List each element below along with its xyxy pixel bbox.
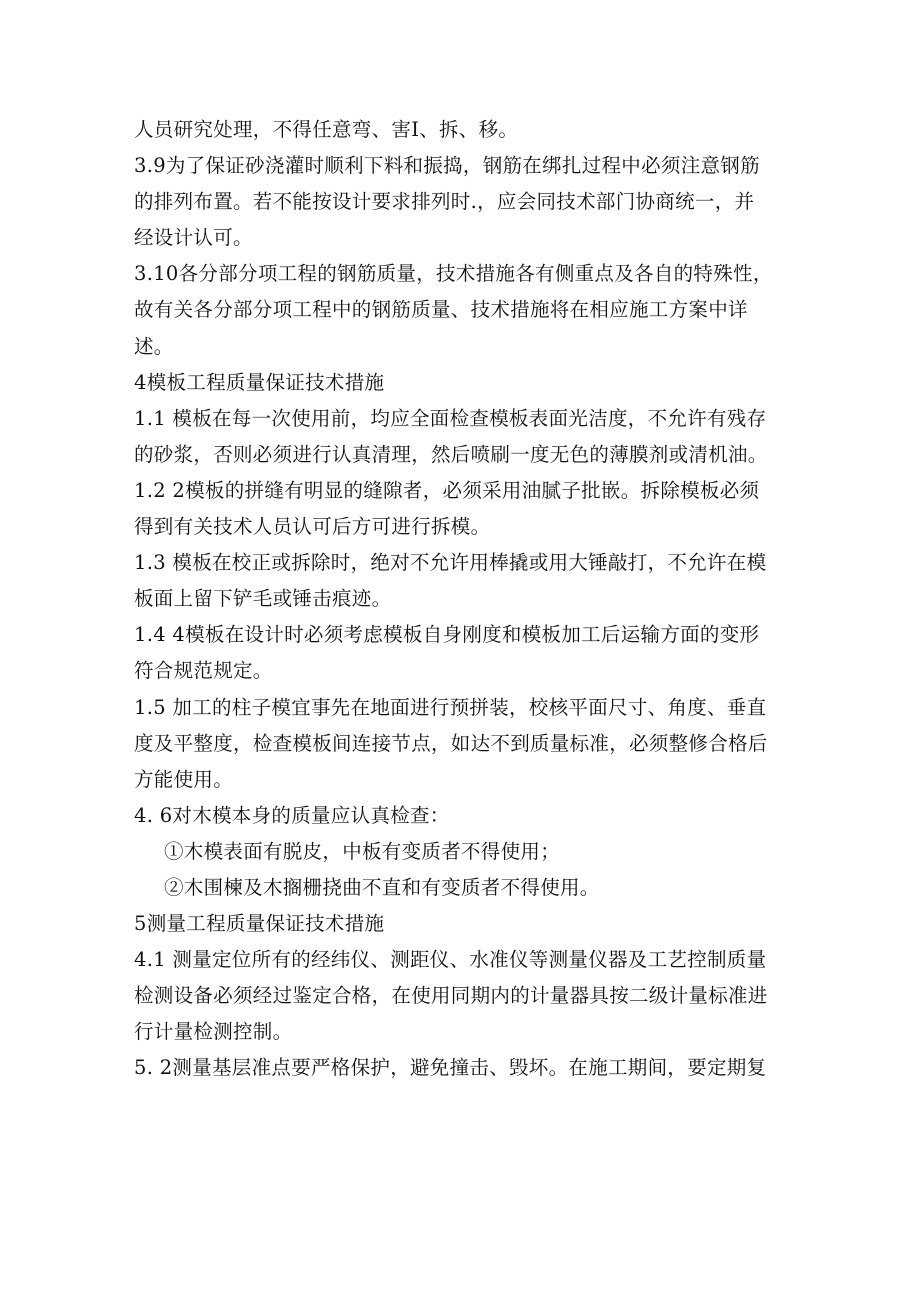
text-line: 1.2 2模板的拼缝有明显的缝隙者，必须采用油腻子批嵌。拆除模板必须 bbox=[134, 478, 760, 502]
text-line: 经设计认可。 bbox=[134, 226, 253, 250]
text-line: 3.9为了保证砂浇灌时顺利下料和振捣，钢筋在绑扎过程中必须注意钢筋 bbox=[134, 154, 760, 178]
text-line: 故有关各分部分项工程中的钢筋质量、技术措施将在相应施工方案中详 bbox=[134, 298, 748, 322]
text-line: 行计量检测控制。 bbox=[134, 1020, 293, 1044]
text-line: 板面上留下铲毛或锤击痕迹。 bbox=[134, 587, 392, 611]
text-line: 述。 bbox=[134, 334, 174, 358]
text-line: 方能使用。 bbox=[134, 767, 234, 791]
text-line: 的排列布置。若不能按设计要求排列时.，应会同技术部门协商统一，并 bbox=[134, 190, 755, 214]
text-line: 1.4 4模板在设计时必须考虑模板自身刚度和模板加工后运输方面的变形 bbox=[134, 623, 760, 647]
text-line: 符合规范规定。 bbox=[134, 659, 273, 683]
text-line: 度及平整度，检查模板间连接节点，如达不到质量标准，必须整修合格后 bbox=[134, 731, 768, 755]
text-line: 4. 6对木模本身的质量应认真检查： bbox=[134, 803, 450, 827]
text-line: 3.10各分部分项工程的钢筋质量，技术措施各有侧重点及各自的特殊性， bbox=[134, 262, 773, 286]
list-item: ②木围楝及木搁栅挠曲不直和有变质者不得使用。 bbox=[164, 875, 600, 899]
text-line: 4.1 测量定位所有的经纬仪、测距仪、水准仪等测量仪器及工艺控制质量 bbox=[134, 948, 767, 972]
text-line: 1.3 模板在校正或拆除时，绝对不允许用棒撬或用大锤敲打，不允许在模 bbox=[134, 551, 767, 575]
text-line: 得到有关技术人员认可后方可进行拆模。 bbox=[134, 515, 491, 539]
text-line: 1.5 加工的柱子模宜事先在地面进行预拼装，校核平面尺寸、角度、垂直 bbox=[134, 695, 767, 719]
section-heading: 5测量工程质量保证技术措施 bbox=[134, 912, 385, 936]
text-line: 的砂浆，否则必须进行认真清理，然后喷刷一度无色的薄膜剂或清机油。 bbox=[134, 442, 768, 466]
text-line: 检测设备必须经过鉴定合格，在使用同期内的计量器具按二级计量标准进 bbox=[134, 984, 768, 1008]
list-item: ①木模表面有脱皮，中板有变质者不得使用； bbox=[164, 839, 561, 863]
text-line: 5. 2测量基层准点要严格保护，避免撞击、毁坏。在施工期间，要定期复 bbox=[134, 1056, 767, 1080]
section-heading: 4模板工程质量保证技术措施 bbox=[134, 370, 385, 394]
text-line: 1.1 模板在每一次使用前，均应全面检查模板表面光洁度，不允许有残存 bbox=[134, 406, 767, 430]
text-line: 人员研究处理，不得任意弯、害I、拆、移。 bbox=[134, 118, 519, 141]
